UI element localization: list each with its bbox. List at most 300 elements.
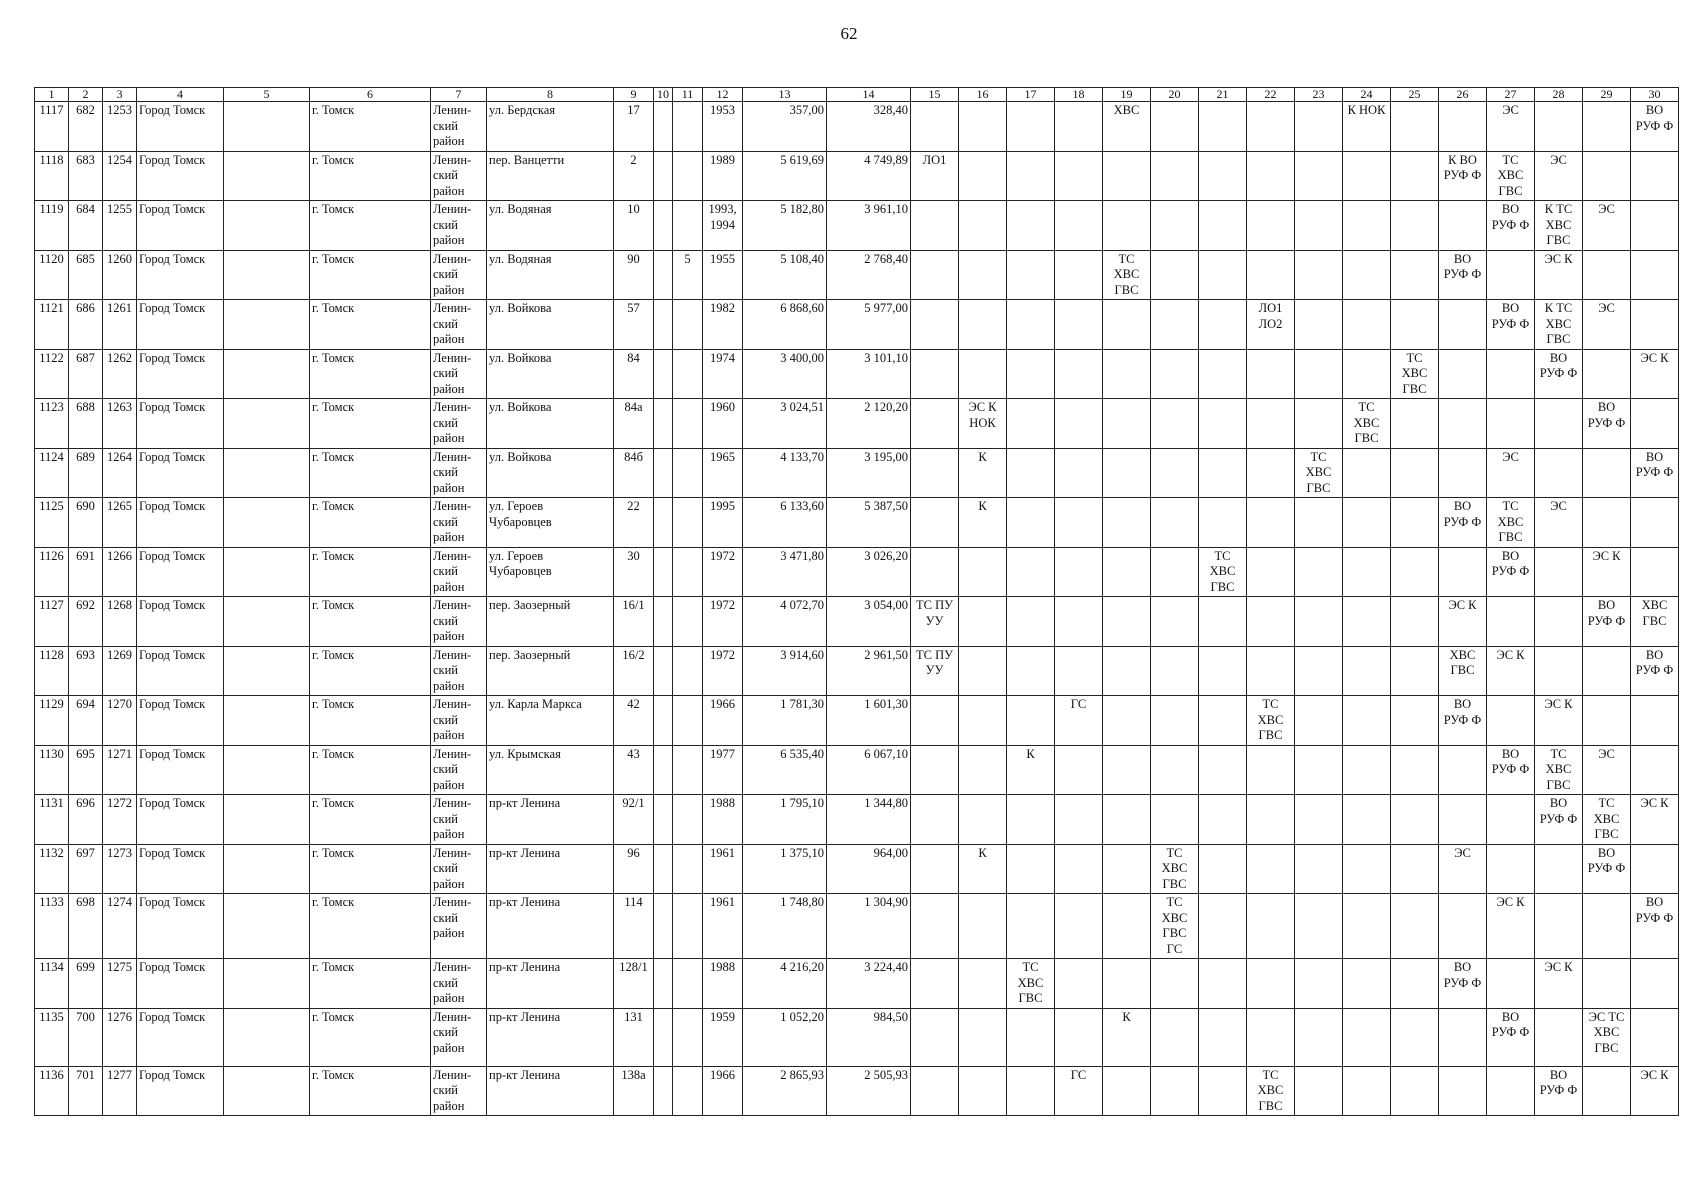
table-cell [654, 399, 673, 449]
table-cell: ТС ХВС ГВС [1247, 696, 1295, 746]
table-cell [1151, 448, 1199, 498]
table-cell: 4 749,89 [827, 151, 911, 201]
table-cell: Город Томск [137, 795, 224, 845]
table-cell [959, 696, 1007, 746]
table-cell [673, 844, 703, 894]
table-cell [1439, 547, 1487, 597]
table-cell: 1134 [35, 959, 69, 1009]
table-cell: 1972 [703, 646, 743, 696]
table-cell [959, 151, 1007, 201]
table-cell: ВО РУФ Ф [1583, 844, 1631, 894]
table-cell [1439, 399, 1487, 449]
table-cell: ХВС ГВС [1631, 597, 1679, 647]
table-cell [1007, 250, 1055, 300]
table-cell: ТС ХВС ГВС [1535, 745, 1583, 795]
table-cell: 1953 [703, 102, 743, 152]
table-cell: Город Томск [137, 696, 224, 746]
table-cell: 694 [69, 696, 103, 746]
table-cell: 1123 [35, 399, 69, 449]
table-cell: ТС ХВС ГВС ГС [1151, 894, 1199, 959]
table-cell: ТС ПУ УУ [911, 597, 959, 647]
table-cell [1007, 300, 1055, 350]
table-cell: 1988 [703, 795, 743, 845]
table-cell: ЭС К [1631, 1066, 1679, 1116]
table-cell: пр-кт Ленина [487, 795, 614, 845]
table-cell: 1135 [35, 1008, 69, 1066]
table-cell [673, 646, 703, 696]
table-cell [1391, 201, 1439, 251]
table-cell [1295, 102, 1343, 152]
table-cell: 3 054,00 [827, 597, 911, 647]
table-cell: г. Томск [310, 201, 431, 251]
table-cell [1151, 498, 1199, 548]
table-cell [1103, 498, 1151, 548]
table-cell: 1959 [703, 1008, 743, 1066]
column-number-24: 24 [1343, 88, 1391, 102]
table-cell [673, 102, 703, 152]
table-cell: ХВС ГВС [1439, 646, 1487, 696]
table-cell: 1118 [35, 151, 69, 201]
table-cell [1151, 102, 1199, 152]
table-cell: 3 195,00 [827, 448, 911, 498]
table-cell: г. Томск [310, 250, 431, 300]
table-cell: ТС ХВС ГВС [1103, 250, 1151, 300]
table-cell [1055, 795, 1103, 845]
table-cell: 1130 [35, 745, 69, 795]
table-cell [1247, 250, 1295, 300]
table-cell: 328,40 [827, 102, 911, 152]
table-cell [1199, 300, 1247, 350]
table-cell: Ленин- ский район [431, 151, 487, 201]
table-cell [673, 201, 703, 251]
column-number-30: 30 [1631, 88, 1679, 102]
column-number-header-row [35, 88, 1679, 102]
table-cell [1391, 959, 1439, 1009]
table-cell: 1129 [35, 696, 69, 746]
table-cell [959, 1066, 1007, 1116]
table-cell [1295, 696, 1343, 746]
table-cell: 2 505,93 [827, 1066, 911, 1116]
table-cell: 1961 [703, 894, 743, 959]
table-cell [1007, 349, 1055, 399]
table-cell: ТС ХВС ГВС [1007, 959, 1055, 1009]
table-cell [1583, 498, 1631, 548]
table-cell: 1 781,30 [743, 696, 827, 746]
table-cell: ЭС [1487, 102, 1535, 152]
table-cell [959, 894, 1007, 959]
table-cell: 1966 [703, 1066, 743, 1116]
table-cell [1103, 151, 1151, 201]
table-cell [1199, 959, 1247, 1009]
table-cell: 6 133,60 [743, 498, 827, 548]
table-cell: г. Томск [310, 959, 431, 1009]
table-cell [1247, 399, 1295, 449]
table-cell: Ленин- ский район [431, 201, 487, 251]
table-cell [654, 894, 673, 959]
table-cell [1439, 102, 1487, 152]
table-cell [673, 151, 703, 201]
table-cell [1199, 844, 1247, 894]
table-row [35, 250, 1679, 300]
table-cell [1343, 959, 1391, 1009]
table-cell [1247, 959, 1295, 1009]
table-cell [1247, 1008, 1295, 1066]
table-cell: ЭС К [1535, 959, 1583, 1009]
table-cell: 690 [69, 498, 103, 548]
table-cell [1103, 959, 1151, 1009]
table-cell [1103, 745, 1151, 795]
table-cell [1103, 795, 1151, 845]
table-cell: 2 768,40 [827, 250, 911, 300]
table-cell [1247, 498, 1295, 548]
column-number-16: 16 [959, 88, 1007, 102]
table-cell: Ленин- ский район [431, 696, 487, 746]
table-cell: 1961 [703, 844, 743, 894]
table-cell [1343, 646, 1391, 696]
table-row [35, 959, 1679, 1009]
table-cell: 1127 [35, 597, 69, 647]
table-cell [1151, 696, 1199, 746]
table-cell [1535, 399, 1583, 449]
table-cell [1343, 696, 1391, 746]
table-cell [224, 250, 310, 300]
table-cell: Ленин- ский район [431, 349, 487, 399]
table-cell: 1124 [35, 448, 69, 498]
table-row [35, 102, 1679, 152]
table-cell: Ленин- ский район [431, 399, 487, 449]
table-cell [1247, 201, 1295, 251]
table-cell: Город Томск [137, 300, 224, 350]
column-number-9: 9 [614, 88, 654, 102]
table-cell: ГС [1055, 1066, 1103, 1116]
table-cell [1295, 349, 1343, 399]
table-cell: 687 [69, 349, 103, 399]
table-cell [1439, 1066, 1487, 1116]
table-cell [911, 696, 959, 746]
table-row [35, 1008, 1679, 1066]
table-cell: 57 [614, 300, 654, 350]
table-cell [1055, 151, 1103, 201]
table-cell: ул. Войкова [487, 300, 614, 350]
table-cell: ТС ХВС ГВС [1151, 844, 1199, 894]
table-row [35, 646, 1679, 696]
table-cell [959, 547, 1007, 597]
table-cell [673, 349, 703, 399]
table-cell: К ТС ХВС ГВС [1535, 300, 1583, 350]
table-cell: 1132 [35, 844, 69, 894]
table-cell: 984,50 [827, 1008, 911, 1066]
table-cell [654, 959, 673, 1009]
table-cell: Ленин- ский район [431, 646, 487, 696]
table-cell: 138а [614, 1066, 654, 1116]
table-cell: ул. Героев Чубаровцев [487, 498, 614, 548]
table-cell: 692 [69, 597, 103, 647]
table-cell [1151, 201, 1199, 251]
table-cell [1391, 151, 1439, 201]
table-cell: 700 [69, 1008, 103, 1066]
table-cell: ЭС [1487, 448, 1535, 498]
table-cell: 1 748,80 [743, 894, 827, 959]
table-cell: ЭС К [1631, 795, 1679, 845]
table-cell [1439, 745, 1487, 795]
table-cell: 1 795,10 [743, 795, 827, 845]
table-cell [1631, 696, 1679, 746]
table-cell [654, 795, 673, 845]
table-cell [1247, 547, 1295, 597]
table-cell [1631, 959, 1679, 1009]
table-cell [1535, 894, 1583, 959]
table-cell: 1272 [103, 795, 137, 845]
table-cell: г. Томск [310, 745, 431, 795]
table-cell [1583, 696, 1631, 746]
table-cell [654, 597, 673, 647]
table-cell: ЭС К [1631, 349, 1679, 399]
table-cell [1007, 1066, 1055, 1116]
table-cell [1583, 646, 1631, 696]
table-cell [1007, 646, 1055, 696]
table-cell [911, 745, 959, 795]
table-cell: ЛО1 ЛО2 [1247, 300, 1295, 350]
table-cell: ВО РУФ Ф [1535, 795, 1583, 845]
table-cell [1343, 795, 1391, 845]
table-cell [1247, 349, 1295, 399]
column-number-14: 14 [827, 88, 911, 102]
table-cell: 1269 [103, 646, 137, 696]
table-cell [1343, 1066, 1391, 1116]
table-cell: 5 977,00 [827, 300, 911, 350]
table-cell: 131 [614, 1008, 654, 1066]
table-cell: 1974 [703, 349, 743, 399]
table-cell [1583, 349, 1631, 399]
table-cell: 5 619,69 [743, 151, 827, 201]
table-cell: 1993, 1994 [703, 201, 743, 251]
table-cell: ВО РУФ Ф [1583, 399, 1631, 449]
table-cell [1247, 745, 1295, 795]
table-cell [654, 448, 673, 498]
table-cell: Ленин- ский район [431, 894, 487, 959]
table-cell [1391, 448, 1439, 498]
table-cell: 357,00 [743, 102, 827, 152]
table-cell: 1 344,80 [827, 795, 911, 845]
table-cell [1151, 349, 1199, 399]
table-cell [1391, 795, 1439, 845]
table-cell [224, 1066, 310, 1116]
table-cell: ВО РУФ Ф [1439, 696, 1487, 746]
table-cell [1151, 547, 1199, 597]
table-cell: 90 [614, 250, 654, 300]
table-cell [1103, 1066, 1151, 1116]
table-cell [1199, 646, 1247, 696]
table-cell: 1960 [703, 399, 743, 449]
table-cell: 5 108,40 [743, 250, 827, 300]
column-number-11: 11 [673, 88, 703, 102]
table-cell [959, 102, 1007, 152]
table-cell: 684 [69, 201, 103, 251]
table-cell: 1261 [103, 300, 137, 350]
table-cell [1583, 959, 1631, 1009]
table-cell [224, 448, 310, 498]
table-cell: пер. Заозерный [487, 646, 614, 696]
table-cell [1151, 151, 1199, 201]
table-cell: ХВС [1103, 102, 1151, 152]
table-cell [1343, 250, 1391, 300]
table-cell [1055, 959, 1103, 1009]
table-cell [1391, 102, 1439, 152]
table-cell [1343, 844, 1391, 894]
table-cell [911, 201, 959, 251]
table-cell: Ленин- ский район [431, 795, 487, 845]
table-cell: ЭС [1535, 151, 1583, 201]
table-cell [1535, 102, 1583, 152]
table-cell [1151, 399, 1199, 449]
table-cell [1439, 300, 1487, 350]
table-cell [1007, 102, 1055, 152]
table-cell: г. Томск [310, 696, 431, 746]
table-cell: 4 072,70 [743, 597, 827, 647]
table-cell [654, 300, 673, 350]
table-cell: 1265 [103, 498, 137, 548]
table-cell: 1266 [103, 547, 137, 597]
table-cell: пер. Заозерный [487, 597, 614, 647]
table-cell [1199, 250, 1247, 300]
table-cell: 1122 [35, 349, 69, 399]
table-cell: ЭС [1535, 498, 1583, 548]
table-cell: ТС ХВС ГВС [1199, 547, 1247, 597]
table-cell [1151, 795, 1199, 845]
table-cell: 2 [614, 151, 654, 201]
table-cell [673, 1008, 703, 1066]
table-cell: ул. Бердская [487, 102, 614, 152]
table-cell [1055, 300, 1103, 350]
table-cell [959, 250, 1007, 300]
table-cell [1055, 448, 1103, 498]
table-cell: г. Томск [310, 151, 431, 201]
table-cell: ВО РУФ Ф [1583, 597, 1631, 647]
table-cell [1055, 597, 1103, 647]
table-cell [673, 597, 703, 647]
table-cell [1295, 745, 1343, 795]
table-cell [1295, 646, 1343, 696]
table-cell: 1271 [103, 745, 137, 795]
table-cell: г. Томск [310, 547, 431, 597]
table-cell [1391, 547, 1439, 597]
table-cell [673, 300, 703, 350]
table-cell [1295, 894, 1343, 959]
table-cell [1487, 795, 1535, 845]
table-cell: ЭС ТС ХВС ГВС [1583, 1008, 1631, 1066]
table-cell: 128/1 [614, 959, 654, 1009]
table-cell [1535, 646, 1583, 696]
table-cell [1487, 696, 1535, 746]
table-cell [1295, 300, 1343, 350]
table-cell [1055, 349, 1103, 399]
table-cell: ВО РУФ Ф [1631, 102, 1679, 152]
table-cell: 17 [614, 102, 654, 152]
table-cell [959, 300, 1007, 350]
table-cell [1007, 1008, 1055, 1066]
table-cell: К [959, 844, 1007, 894]
table-cell: ВО РУФ Ф [1487, 745, 1535, 795]
housing-registry-table [34, 87, 1679, 1116]
table-cell: К [1007, 745, 1055, 795]
table-cell [654, 151, 673, 201]
table-cell [1247, 597, 1295, 647]
table-cell: ЭС К [1439, 597, 1487, 647]
table-cell [1631, 201, 1679, 251]
table-cell [1151, 1066, 1199, 1116]
table-cell: 1 052,20 [743, 1008, 827, 1066]
table-cell [1199, 151, 1247, 201]
table-cell: Город Томск [137, 102, 224, 152]
table-cell [1391, 696, 1439, 746]
table-cell [1055, 250, 1103, 300]
table-cell: Город Томск [137, 448, 224, 498]
table-cell: пр-кт Ленина [487, 959, 614, 1009]
table-cell: К [1103, 1008, 1151, 1066]
table-cell [1055, 745, 1103, 795]
table-cell: 695 [69, 745, 103, 795]
table-row [35, 795, 1679, 845]
table-cell [1343, 201, 1391, 251]
column-number-7: 7 [431, 88, 487, 102]
table-cell [1391, 498, 1439, 548]
table-cell [224, 646, 310, 696]
table-cell: 4 133,70 [743, 448, 827, 498]
table-cell: Ленин- ский район [431, 102, 487, 152]
table-cell: 10 [614, 201, 654, 251]
table-cell [911, 250, 959, 300]
table-row [35, 597, 1679, 647]
table-cell [1631, 250, 1679, 300]
table-row [35, 448, 1679, 498]
table-cell: ЭС К [1487, 646, 1535, 696]
table-cell [1151, 300, 1199, 350]
table-cell [1343, 151, 1391, 201]
table-cell [911, 894, 959, 959]
table-cell [1103, 349, 1151, 399]
table-row [35, 894, 1679, 959]
table-cell [1103, 547, 1151, 597]
table-cell: Город Томск [137, 250, 224, 300]
table-cell: К ВО РУФ Ф [1439, 151, 1487, 201]
table-cell: 5 387,50 [827, 498, 911, 548]
table-cell [1295, 547, 1343, 597]
table-cell: г. Томск [310, 894, 431, 959]
table-cell [959, 959, 1007, 1009]
table-cell [654, 349, 673, 399]
table-cell [1343, 498, 1391, 548]
table-cell: 693 [69, 646, 103, 696]
table-cell: 2 865,93 [743, 1066, 827, 1116]
table-cell [1343, 597, 1391, 647]
table-cell [911, 1066, 959, 1116]
table-cell: 43 [614, 745, 654, 795]
table-cell: ВО РУФ Ф [1631, 448, 1679, 498]
column-number-8: 8 [487, 88, 614, 102]
table-cell: 682 [69, 102, 103, 152]
table-cell [1151, 959, 1199, 1009]
table-cell [654, 745, 673, 795]
table-cell: 691 [69, 547, 103, 597]
column-number-19: 19 [1103, 88, 1151, 102]
table-cell: Ленин- ский район [431, 745, 487, 795]
table-cell: 1268 [103, 597, 137, 647]
table-cell [1391, 844, 1439, 894]
table-cell [654, 1008, 673, 1066]
table-cell: ЭС К [1535, 696, 1583, 746]
table-cell [1343, 349, 1391, 399]
table-cell [1583, 250, 1631, 300]
